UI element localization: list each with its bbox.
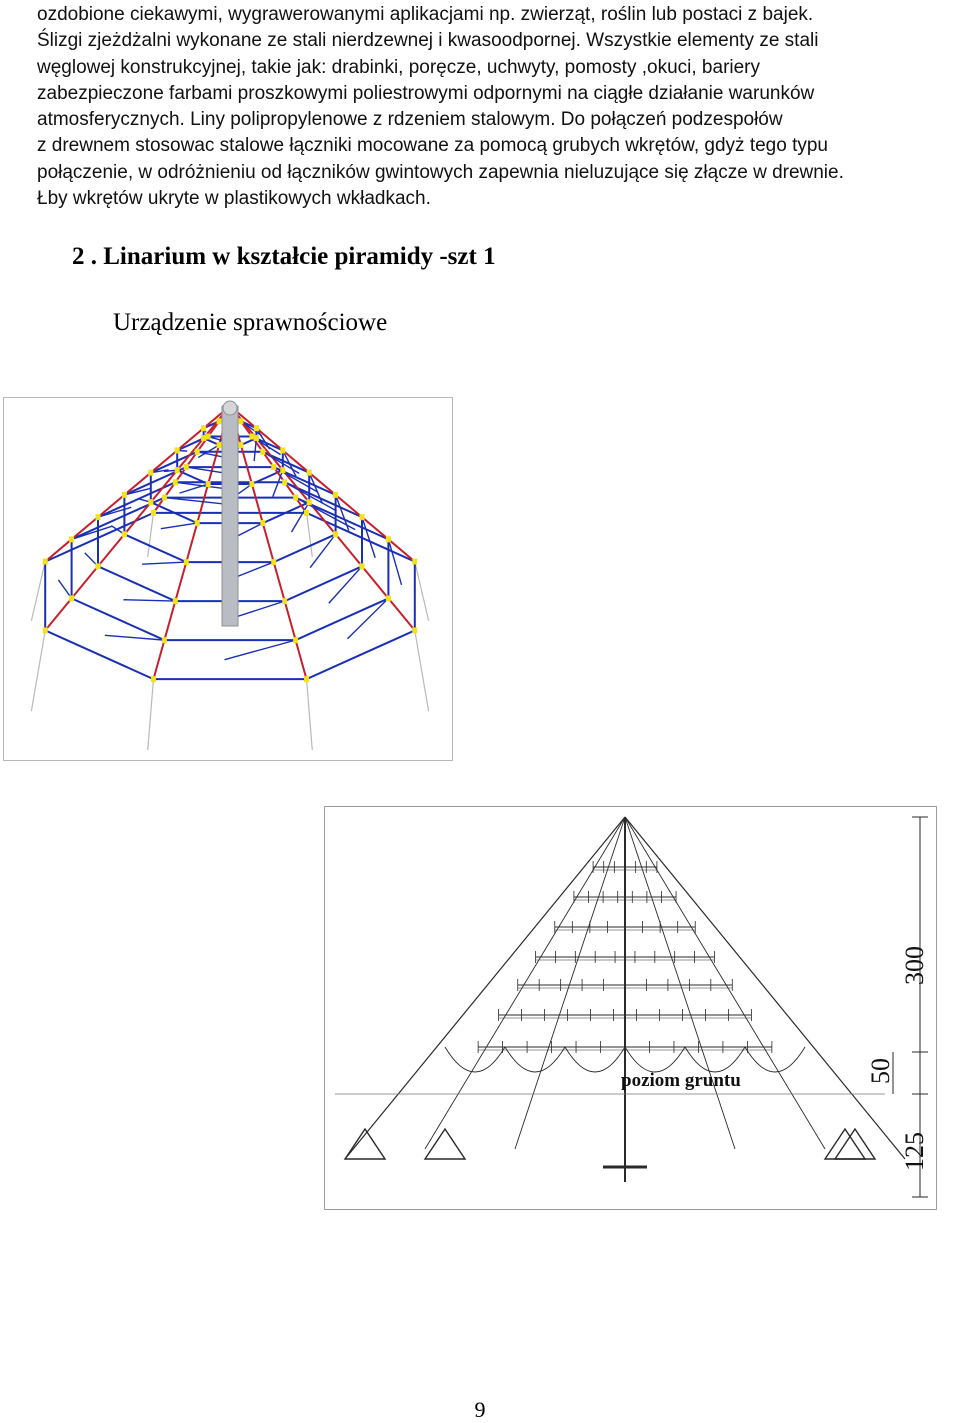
lower-net-rope: [625, 1047, 685, 1072]
rope-connector: [173, 479, 178, 485]
rope-connector: [96, 514, 101, 520]
rope-connector: [304, 510, 309, 516]
section-heading: 2 . Linarium w kształcie piramidy -szt 1: [72, 243, 496, 270]
rope-connector: [162, 637, 167, 643]
rope-connector: [293, 495, 298, 501]
rope-connector: [293, 637, 298, 643]
rope-connector: [201, 435, 206, 441]
cross-rope: [72, 526, 113, 539]
rope-connector: [249, 434, 254, 440]
anchor-rope: [148, 679, 154, 750]
rope-connector: [249, 481, 254, 487]
rope-connector: [175, 447, 180, 453]
anchor-foot: [425, 1129, 465, 1159]
dimension-50-label: 50: [866, 1058, 895, 1084]
rope-connector: [69, 595, 74, 601]
rope-connector: [271, 464, 276, 470]
rope-connector: [96, 563, 101, 569]
net-pyramid-3d-render: [3, 397, 453, 761]
rope-connector: [238, 418, 243, 424]
rope-connector: [122, 531, 127, 537]
rope-connector: [359, 514, 364, 520]
cross-rope: [347, 598, 388, 638]
rope-connector: [307, 470, 312, 476]
anchor-rope: [307, 679, 313, 750]
cross-rope: [161, 523, 197, 529]
rope-connector: [69, 536, 74, 542]
net-group: [31, 401, 428, 750]
net-pyramid-render-svg: [4, 398, 452, 760]
body-line: Ślizgi zjeżdżalni wykonane ze stali nierdzewnej i kwasoodpornej. Wszystkie elementy ze stali: [37, 30, 819, 52]
cross-rope: [285, 482, 337, 511]
anchor-rope: [415, 562, 429, 621]
anchor-rope: [31, 630, 45, 711]
cross-rope: [142, 562, 186, 564]
pole-cap: [223, 401, 237, 415]
rope-connector: [217, 442, 222, 448]
body-line: węglowej konstrukcyjnej, takie jak: drabinki, poręcze, uchwyty, pomosty ,okuci, bariery: [37, 56, 761, 78]
rope-connector: [304, 676, 309, 682]
section-subheading: Urządzenie sprawnościowe: [113, 309, 388, 336]
rope-connector: [148, 470, 153, 476]
rope-connector: [184, 559, 189, 565]
rope-connector: [217, 418, 222, 424]
rope-connector: [386, 595, 391, 601]
rope-connector: [195, 449, 200, 455]
dimension-125-label: 125: [900, 1132, 929, 1171]
rope-connector: [307, 499, 312, 505]
rope-connector: [412, 627, 417, 633]
rope-connector: [151, 510, 156, 516]
lower-net-rope: [445, 1047, 505, 1072]
rope-connector: [162, 495, 167, 501]
page-number: 9: [474, 1397, 486, 1422]
ground-level-label: poziom gruntu: [621, 1070, 741, 1091]
rope-connector: [238, 442, 243, 448]
body-line: Łby wkrętów ukryte w plastikowych wkładkach.: [37, 188, 431, 210]
lower-net-rope: [505, 1047, 565, 1072]
anchor-rope: [31, 562, 45, 621]
rope-connector: [151, 676, 156, 682]
rope-connector: [148, 499, 153, 505]
anchor-foot: [345, 1129, 385, 1159]
anchor-rope: [148, 513, 154, 557]
rope-connector: [206, 434, 211, 440]
rope-connector: [271, 559, 276, 565]
central-pole: [222, 406, 238, 626]
rope-connector: [254, 435, 259, 441]
rope-connector: [173, 598, 178, 604]
rope-connector: [254, 425, 259, 431]
rope-connector: [260, 449, 265, 455]
lower-net-rope: [745, 1047, 805, 1072]
rope-connector: [282, 598, 287, 604]
rope-connector: [282, 479, 287, 485]
body-paragraph: [37, 2, 957, 212]
dimension-300-label: 300: [900, 946, 929, 985]
lower-net-rope: [565, 1047, 625, 1072]
rope-connector: [43, 627, 48, 633]
cross-rope: [225, 640, 296, 660]
body-line: ozdobione ciekawymi, wygrawerowanymi aplikacjami np. zwierząt, roślin lub postaci z bajek.: [37, 4, 814, 25]
body-line: połączenie, w odróżnieniu od łączników gwintowych zapewnia nieluzujące się złącze w drewnie.: [37, 161, 844, 183]
rope-connector: [333, 492, 338, 498]
rope-connector: [43, 559, 48, 565]
cross-rope: [123, 600, 175, 601]
rope-connector: [175, 467, 180, 473]
rope-connector: [201, 425, 206, 431]
rope-connector: [184, 464, 189, 470]
rope-connector: [412, 559, 417, 565]
rope-connector: [122, 492, 127, 498]
rope-connector: [260, 520, 265, 526]
body-line: zabezpieczone farbami proszkowymi poliestrowymi odpornymi na ciągłe działanie warunków: [37, 82, 815, 104]
anchor-rope: [415, 630, 429, 711]
rope-connector: [386, 536, 391, 542]
body-line: atmosferycznych. Liny polipropylenowe z rdzeniem stalowym. Do połączeń podzespołów: [37, 109, 783, 131]
net-pyramid-technical-drawing: [324, 806, 937, 1210]
anchor-rope: [307, 513, 313, 557]
rope-connector: [333, 531, 338, 537]
rope-connector: [280, 467, 285, 473]
cross-rope: [329, 566, 362, 603]
lower-net-rope: [685, 1047, 745, 1072]
rope-connector: [195, 520, 200, 526]
rope-connector: [206, 481, 211, 487]
rope-connector: [359, 563, 364, 569]
rope-connector: [280, 447, 285, 453]
net-pyramid-drawing-svg: [325, 807, 936, 1209]
body-line: z drewnem stosowac stalowe łączniki mocowane za pomocą grubych wkrętów, gdyż tego typu: [37, 135, 828, 157]
cross-rope: [388, 539, 401, 585]
